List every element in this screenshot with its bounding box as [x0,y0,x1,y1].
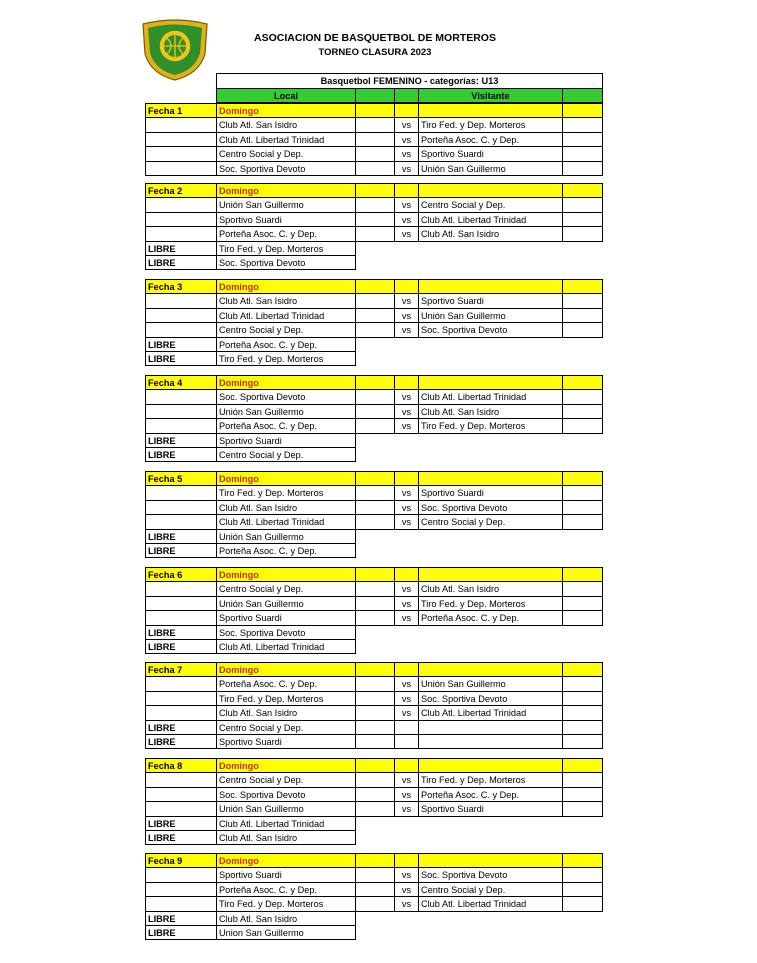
libre-team: Sportivo Suardi [216,734,356,749]
score-cell [562,322,603,337]
match-row-blank [145,161,217,176]
page-title: ASOCIACION DE BASQUETBOL DE MORTEROS [254,32,496,44]
score-cell [562,226,603,241]
vs-label: vs [394,896,419,911]
local-team: Club Atl. San Isidro [216,117,356,132]
round-day: Domingo [216,183,356,198]
round-header-cell [394,279,419,294]
score-cell [355,146,395,161]
round-day: Domingo [216,279,356,294]
vs-label: vs [394,705,419,720]
visitor-team: Soc. Sportiva Devoto [418,691,563,706]
round-header-cell [355,375,395,390]
column-vs [394,88,419,103]
visitor-team: Unión San Guillermo [418,676,563,691]
visitor-team: Porteña Asoc. C. y Dep. [418,610,563,625]
libre-team: Tiro Fed. y Dep. Morteros [216,241,356,256]
match-row-blank [145,787,217,802]
round-header-cell [418,375,563,390]
visitor-team: Soc. Sportiva Devoto [418,322,563,337]
local-team: Tiro Fed. y Dep. Morteros [216,896,356,911]
match-row-blank [145,146,217,161]
visitor-team: Club Atl. San Isidro [418,404,563,419]
round-header-cell [562,758,603,773]
vs-label: vs [394,500,419,515]
round-header-cell [562,103,603,118]
round-label: Fecha 4 [145,375,217,390]
round-header-cell [418,758,563,773]
local-team: Club Atl. Libertad Trinidad [216,132,356,147]
match-row-blank [145,867,217,882]
round-header-cell [562,662,603,677]
vs-label: vs [394,226,419,241]
round-day: Domingo [216,103,356,118]
round-header-cell [418,103,563,118]
round-header-cell [562,183,603,198]
round-header-cell [394,471,419,486]
round-header-cell [394,853,419,868]
match-row-blank [145,896,217,911]
libre-team: Porteña Asoc. C. y Dep. [216,337,356,352]
score-cell [355,896,395,911]
visitor-team: Sportivo Suardi [418,146,563,161]
round-label: Fecha 9 [145,853,217,868]
local-team: Sportivo Suardi [216,610,356,625]
vs-label: vs [394,514,419,529]
vs-label: vs [394,581,419,596]
round-label: Fecha 2 [145,183,217,198]
visitor-team: Unión San Guillermo [418,161,563,176]
local-team: Porteña Asoc. C. y Dep. [216,676,356,691]
column-local: Local [216,88,356,103]
match-row-blank [145,418,217,433]
vs-label: vs [394,293,419,308]
match-row-blank [145,308,217,323]
visitor-team: Tiro Fed. y Dep. Morteros [418,418,563,433]
vs-label: vs [394,691,419,706]
visitor-team: Club Atl. Libertad Trinidad [418,212,563,227]
libre-team: Centro Social y Dep. [216,720,356,735]
score-cell [562,389,603,404]
local-team: Centro Social y Dep. [216,772,356,787]
round-header-cell [394,103,419,118]
local-team: Club Atl. Libertad Trinidad [216,308,356,323]
score-cell [355,676,395,691]
score-cell [562,610,603,625]
vs-label: vs [394,308,419,323]
score-cell [562,691,603,706]
match-row-blank [145,226,217,241]
visitor-team: Club Atl. Libertad Trinidad [418,389,563,404]
round-header-cell [562,279,603,294]
local-team: Porteña Asoc. C. y Dep. [216,418,356,433]
local-team: Sportivo Suardi [216,867,356,882]
match-row-blank [145,322,217,337]
round-header-cell [394,375,419,390]
score-cell [355,293,395,308]
libre-label: LIBRE [145,625,217,640]
score-cell [355,389,395,404]
match-row-blank [145,500,217,515]
score-cell [562,896,603,911]
visitor-team: Sportivo Suardi [418,293,563,308]
empty-cell [562,734,603,749]
vs-label: vs [394,610,419,625]
vs-label: vs [394,197,419,212]
libre-label: LIBRE [145,351,217,366]
round-day: Domingo [216,662,356,677]
round-header-cell [394,567,419,582]
score-cell [562,404,603,419]
round-header-cell [418,853,563,868]
visitor-team: Porteña Asoc. C. y Dep. [418,132,563,147]
match-row-blank [145,676,217,691]
round-day: Domingo [216,471,356,486]
visitor-team: Club Atl. San Isidro [418,581,563,596]
round-label: Fecha 3 [145,279,217,294]
score-cell [355,581,395,596]
score-cell [355,882,395,897]
local-team: Sportivo Suardi [216,212,356,227]
vs-label: vs [394,867,419,882]
vs-label: vs [394,389,419,404]
libre-team: Tiro Fed. y Dep. Morteros [216,351,356,366]
empty-cell [394,720,419,735]
match-row-blank [145,212,217,227]
score-cell [562,867,603,882]
visitor-team: Centro Social y Dep. [418,514,563,529]
score-cell [355,705,395,720]
round-day: Domingo [216,567,356,582]
association-logo [139,18,211,82]
column-visitante: Visitante [418,88,563,103]
round-header-cell [562,471,603,486]
score-cell [562,132,603,147]
match-row-blank [145,293,217,308]
libre-label: LIBRE [145,734,217,749]
score-cell [562,146,603,161]
empty-cell [355,720,395,735]
round-header-cell [394,758,419,773]
round-header-cell [355,103,395,118]
score-cell [355,308,395,323]
vs-label: vs [394,322,419,337]
visitor-team: Soc. Sportiva Devoto [418,867,563,882]
local-team: Soc. Sportiva Devoto [216,161,356,176]
libre-label: LIBRE [145,911,217,926]
score-cell [355,485,395,500]
score-cell [355,117,395,132]
round-header-cell [418,471,563,486]
round-label: Fecha 5 [145,471,217,486]
vs-label: vs [394,787,419,802]
libre-label: LIBRE [145,447,217,462]
score-cell [355,691,395,706]
round-label: Fecha 1 [145,103,217,118]
column-local-extra [355,88,395,103]
score-cell [355,867,395,882]
visitor-team: Club Atl. San Isidro [418,226,563,241]
round-header-cell [418,279,563,294]
column-visitante-extra [562,88,603,103]
page-subtitle: TORNEO CLASURA 2023 [318,47,432,58]
local-team: Club Atl. Libertad Trinidad [216,514,356,529]
score-cell [355,322,395,337]
round-header-cell [562,567,603,582]
local-team: Tiro Fed. y Dep. Morteros [216,691,356,706]
local-team: Unión San Guillermo [216,801,356,816]
match-row-blank [145,691,217,706]
local-team: Tiro Fed. y Dep. Morteros [216,485,356,500]
empty-cell [418,734,563,749]
empty-cell [394,734,419,749]
score-cell [562,581,603,596]
libre-label: LIBRE [145,241,217,256]
score-cell [562,705,603,720]
visitor-team: Club Atl. Libertad Trinidad [418,705,563,720]
score-cell [355,500,395,515]
vs-label: vs [394,212,419,227]
score-cell [355,161,395,176]
libre-label: LIBRE [145,830,217,845]
score-cell [562,293,603,308]
score-cell [562,161,603,176]
score-cell [355,610,395,625]
visitor-team: Club Atl. Libertad Trinidad [418,896,563,911]
libre-team: Centro Social y Dep. [216,447,356,462]
local-team: Centro Social y Dep. [216,322,356,337]
score-cell [355,132,395,147]
libre-label: LIBRE [145,543,217,558]
local-team: Club Atl. San Isidro [216,500,356,515]
score-cell [355,772,395,787]
score-cell [355,197,395,212]
libre-label: LIBRE [145,255,217,270]
score-cell [355,514,395,529]
score-cell [562,212,603,227]
score-cell [562,596,603,611]
score-cell [355,596,395,611]
libre-team: Club Atl. Libertad Trinidad [216,639,356,654]
local-team: Porteña Asoc. C. y Dep. [216,226,356,241]
libre-team: Soc. Sportiva Devoto [216,625,356,640]
score-cell [562,197,603,212]
round-header-cell [355,567,395,582]
score-cell [562,676,603,691]
vs-label: vs [394,132,419,147]
match-row-blank [145,610,217,625]
vs-label: vs [394,882,419,897]
libre-team: Union San Guillermo [216,925,356,940]
score-cell [562,485,603,500]
libre-team: Porteña Asoc. C. y Dep. [216,543,356,558]
table-caption: Basquetbol FEMENINO - categorías: U13 [216,73,603,89]
visitor-team: Soc. Sportiva Devoto [418,500,563,515]
local-team: Club Atl. San Isidro [216,705,356,720]
libre-label: LIBRE [145,433,217,448]
match-row-blank [145,882,217,897]
round-header-cell [418,662,563,677]
score-cell [562,514,603,529]
match-row-blank [145,596,217,611]
round-label: Fecha 6 [145,567,217,582]
match-row-blank [145,801,217,816]
visitor-team: Tiro Fed. y Dep. Morteros [418,596,563,611]
local-team: Centro Social y Dep. [216,146,356,161]
local-team: Unión San Guillermo [216,197,356,212]
vs-label: vs [394,801,419,816]
vs-label: vs [394,146,419,161]
libre-label: LIBRE [145,639,217,654]
score-cell [355,801,395,816]
round-day: Domingo [216,758,356,773]
local-team: Centro Social y Dep. [216,581,356,596]
libre-team: Club Atl. San Isidro [216,911,356,926]
visitor-team: Sportivo Suardi [418,801,563,816]
round-day: Domingo [216,853,356,868]
round-header-cell [394,662,419,677]
round-header-cell [418,183,563,198]
visitor-team: Unión San Guillermo [418,308,563,323]
round-header-cell [418,567,563,582]
match-row-blank [145,404,217,419]
vs-label: vs [394,404,419,419]
score-cell [355,226,395,241]
visitor-team: Centro Social y Dep. [418,882,563,897]
match-row-blank [145,485,217,500]
round-header-cell [355,853,395,868]
libre-label: LIBRE [145,529,217,544]
score-cell [562,418,603,433]
libre-label: LIBRE [145,720,217,735]
match-row-blank [145,581,217,596]
libre-label: LIBRE [145,816,217,831]
score-cell [562,308,603,323]
visitor-team: Porteña Asoc. C. y Dep. [418,787,563,802]
libre-team: Club Atl. Libertad Trinidad [216,816,356,831]
libre-team: Unión San Guillermo [216,529,356,544]
vs-label: vs [394,772,419,787]
round-header-cell [355,183,395,198]
score-cell [562,787,603,802]
libre-team: Soc. Sportiva Devoto [216,255,356,270]
visitor-team: Centro Social y Dep. [418,197,563,212]
round-header-cell [355,279,395,294]
score-cell [355,212,395,227]
local-team: Unión San Guillermo [216,596,356,611]
score-cell [562,500,603,515]
round-header-cell [394,183,419,198]
visitor-team: Sportivo Suardi [418,485,563,500]
match-row-blank [145,705,217,720]
match-row-blank [145,197,217,212]
match-row-blank [145,514,217,529]
local-team: Soc. Sportiva Devoto [216,389,356,404]
round-day: Domingo [216,375,356,390]
empty-cell [418,720,563,735]
local-team: Unión San Guillermo [216,404,356,419]
local-team: Porteña Asoc. C. y Dep. [216,882,356,897]
vs-label: vs [394,596,419,611]
empty-cell [562,720,603,735]
local-team: Soc. Sportiva Devoto [216,787,356,802]
round-header-cell [562,375,603,390]
libre-label: LIBRE [145,337,217,352]
vs-label: vs [394,676,419,691]
round-header-cell [355,471,395,486]
match-row-blank [145,772,217,787]
score-cell [355,404,395,419]
vs-label: vs [394,485,419,500]
round-label: Fecha 7 [145,662,217,677]
vs-label: vs [394,117,419,132]
match-row-blank [145,389,217,404]
libre-team: Sportivo Suardi [216,433,356,448]
libre-label: LIBRE [145,925,217,940]
match-row-blank [145,132,217,147]
score-cell [355,787,395,802]
score-cell [562,772,603,787]
round-header-cell [355,758,395,773]
vs-label: vs [394,161,419,176]
visitor-team: Tiro Fed. y Dep. Morteros [418,772,563,787]
score-cell [562,117,603,132]
round-header-cell [562,853,603,868]
local-team: Club Atl. San Isidro [216,293,356,308]
score-cell [562,882,603,897]
round-header-cell [355,662,395,677]
empty-cell [355,734,395,749]
round-label: Fecha 8 [145,758,217,773]
libre-team: Club Atl. San Isidro [216,830,356,845]
visitor-team: Tiro Fed. y Dep. Morteros [418,117,563,132]
match-row-blank [145,117,217,132]
vs-label: vs [394,418,419,433]
score-cell [355,418,395,433]
score-cell [562,801,603,816]
